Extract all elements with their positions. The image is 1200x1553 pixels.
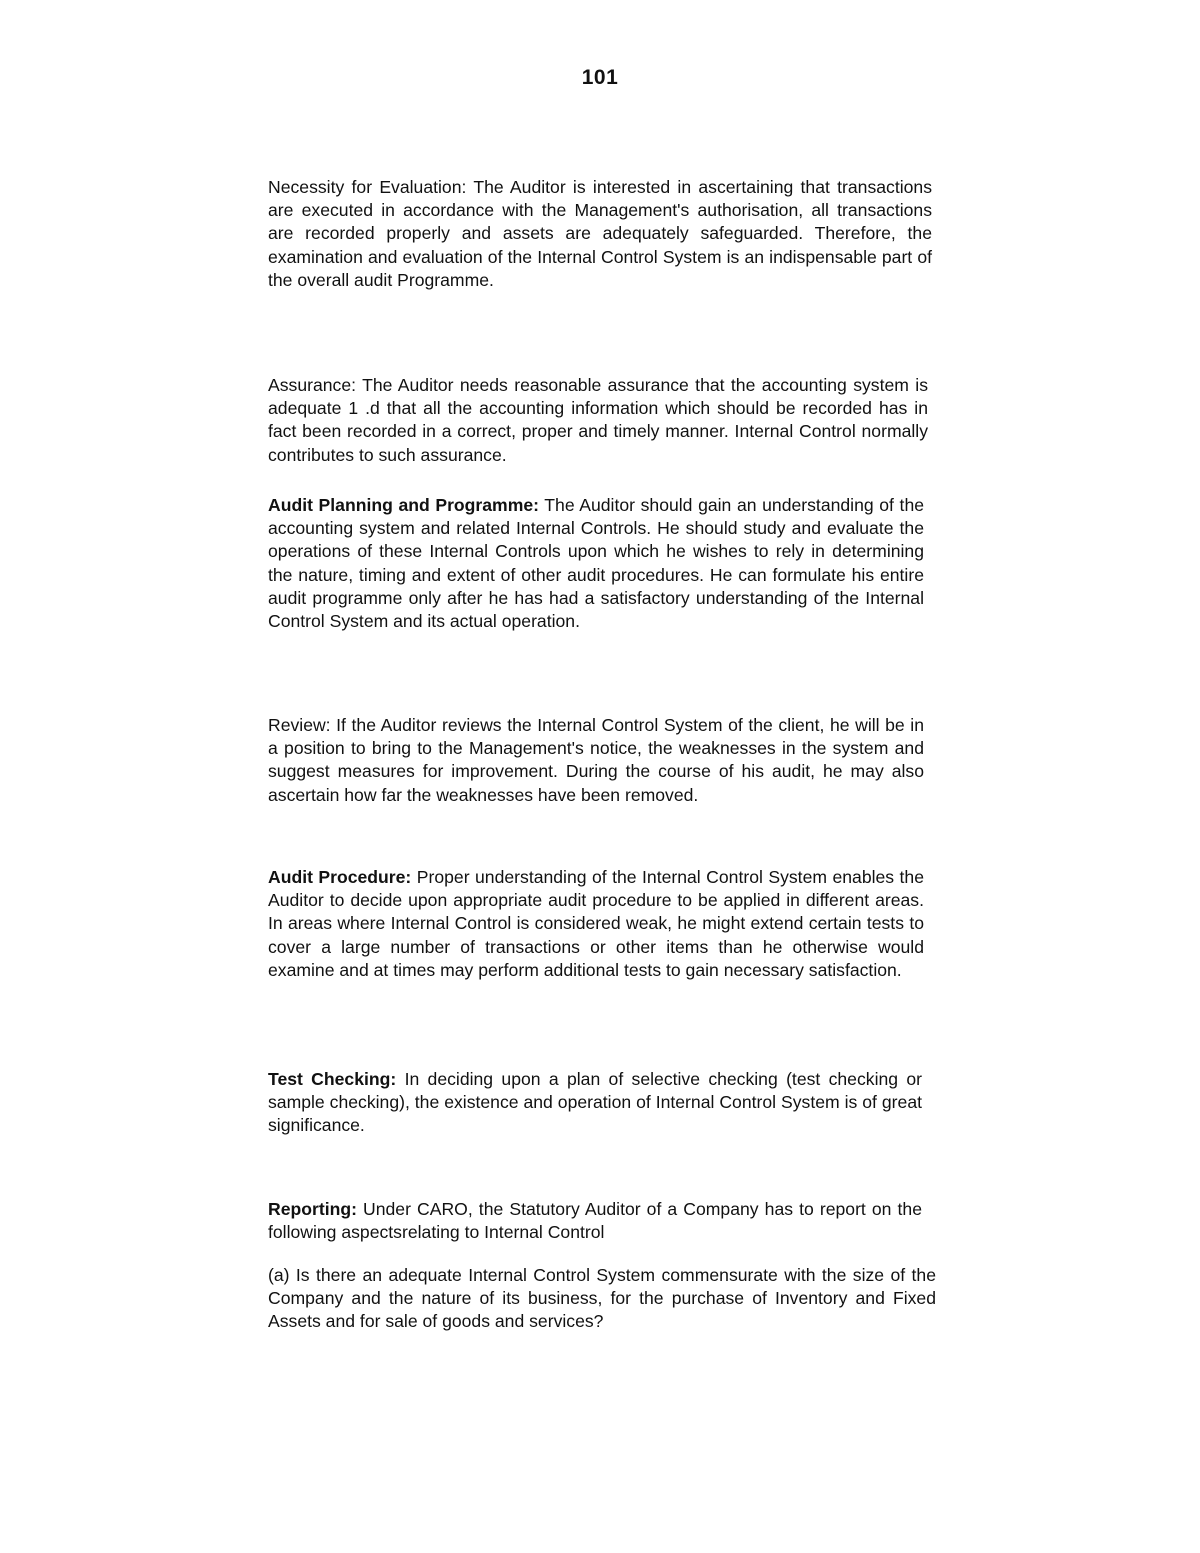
paragraph-audit-procedure <box>268 866 924 982</box>
paragraph-heading: Assurance: <box>268 375 357 395</box>
paragraph-body: Under CARO, the Statutory Auditor of a Company has to report on the following aspectsrelating to Internal Control <box>268 1199 922 1243</box>
paragraph-body: In deciding upon a plan of selective checking (test checking or sample checking), the existence and operation of Internal Control System is of great significance. <box>268 1069 923 1136</box>
paragraph-body: The Auditor is interested in ascertaining that transactions are executed in accordance with the Management's authorisation, all transactions are recorded properly and assets are adequately safeguarded. Therefore, the examination and evaluation of the Internal Control System is an indispensable part of the overall audit Programme. <box>268 177 932 290</box>
paragraph-heading: Audit Planning and Programme: <box>268 495 539 515</box>
paragraph-reporting <box>268 1198 922 1244</box>
paragraph-body: Proper understanding of the Internal Control System enables the Auditor to decide upon appropriate audit procedure to be applied in different areas. In areas where Internal Control is considered weak, he might extend certain tests to cover a large number of transactions or other items than he otherwise would examine and at times may perform additional tests to gain necessary satisfaction. <box>268 867 925 980</box>
paragraph-test-checking <box>268 1068 922 1138</box>
paragraph-body: The Auditor needs reasonable assurance that the accounting system is adequate 1 .d that all the accounting information which should be recorded has in fact been recorded in a correct, proper and timely manner. Internal Control normally contributes to such assurance. <box>268 375 928 465</box>
paragraph-heading: Reporting: <box>268 1199 357 1219</box>
paragraph-body: If the Auditor reviews the Internal Control System of the client, he will be in a position to bring to the Management's notice, the weaknesses in the system and suggest measures for improvement. During the course of his audit, he may also ascertain how far the weaknesses have been removed. <box>268 715 924 805</box>
paragraph-heading: Review: <box>268 715 331 735</box>
paragraph-heading: Audit Procedure: <box>268 867 412 887</box>
paragraph-heading: Necessity for Evaluation: <box>268 177 467 197</box>
paragraph-caro-question-a <box>268 1264 936 1334</box>
page-number: 101 <box>581 66 619 89</box>
paragraph-body: (a) Is there an adequate Internal Control System commensurate with the size of the Company and the nature of its business, for the purchase of Inventory and Fixed Assets and for sale of goods and services? <box>268 1265 936 1332</box>
paragraph-audit-planning <box>268 494 924 633</box>
paragraph-assurance <box>268 374 928 467</box>
paragraph-body: The Auditor should gain an understanding of the accounting system and related Internal Controls. He should study and evaluate the operations of these Internal Controls upon which he wishes to rely in determining the nature, timing and extent of other audit procedures. He can formulate his entire audit programme only after he has had a satisfactory understanding of the Internal Control System and its actual operation. <box>268 495 925 632</box>
paragraph-review <box>268 714 924 807</box>
paragraph-necessity-for-evaluation <box>268 176 932 292</box>
paragraph-heading: Test Checking: <box>268 1069 397 1089</box>
